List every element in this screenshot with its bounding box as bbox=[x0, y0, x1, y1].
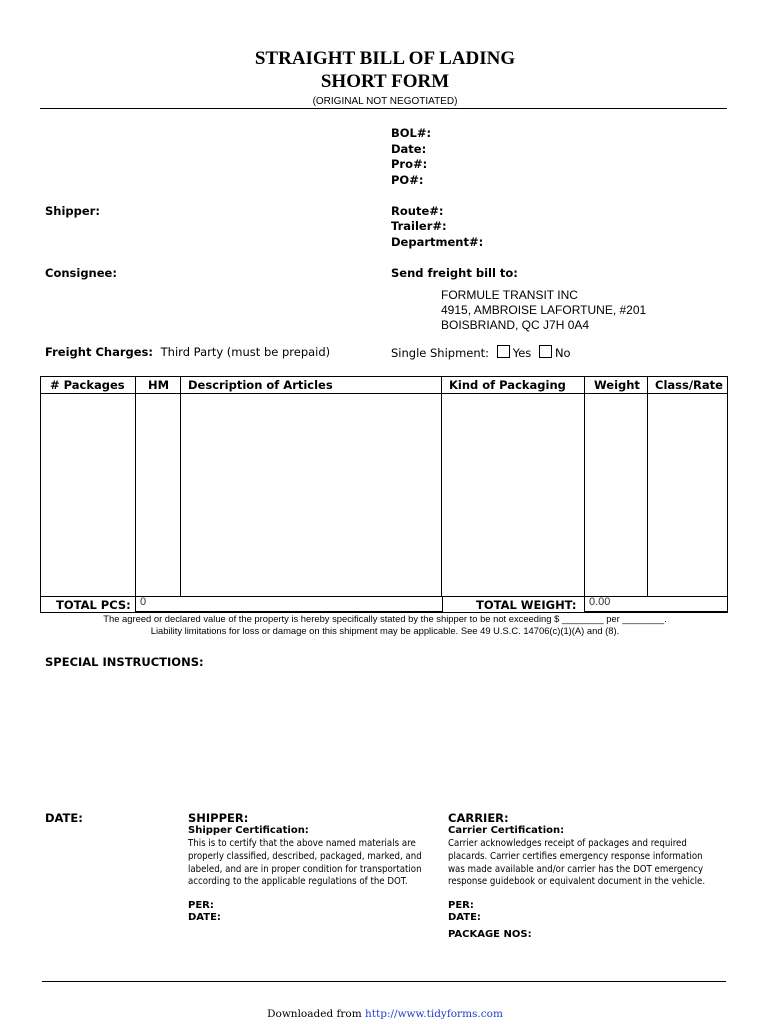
shipper-label: Shipper: bbox=[45, 204, 100, 218]
trailer-label: Trailer#: bbox=[391, 219, 447, 233]
single-shipment bbox=[391, 345, 571, 360]
no-label: No bbox=[554, 346, 571, 360]
single-shipment-label: Single Shipment: bbox=[391, 346, 490, 360]
form-title-line1: STRAIGHT BILL OF LADING bbox=[254, 48, 516, 69]
package-nos-label: PACKAGE NOS: bbox=[448, 929, 532, 940]
col-header-class-rate: Class/Rate bbox=[655, 378, 723, 392]
total-weight-value: 0.00 bbox=[589, 596, 611, 608]
bill-to-name: FORMULE TRANSIT INC bbox=[441, 288, 578, 302]
carrier-cert-line: Carrier acknowledges receipt of packages and required bbox=[448, 838, 687, 849]
col-header-hm: HM bbox=[148, 378, 170, 392]
carrier-per-label: PER: bbox=[448, 900, 474, 911]
col-divider-3 bbox=[441, 377, 442, 596]
table-header-divider bbox=[40, 393, 728, 394]
total-pcs-label: TOTAL PCS: bbox=[56, 598, 131, 612]
freight-charges-label: Freight Charges: bbox=[45, 345, 153, 359]
articles-table bbox=[40, 376, 728, 613]
bill-to-address: 4915, AMBROISE LAFORTUNE, #201 bbox=[441, 303, 647, 317]
col-divider-4 bbox=[584, 377, 585, 596]
footer-download-note bbox=[0, 1008, 770, 1020]
special-instructions-label: SPECIAL INSTRUCTIONS: bbox=[45, 655, 204, 669]
shipper-cert-line: This is to certify that the above named materials are bbox=[188, 838, 416, 849]
pro-label: Pro#: bbox=[391, 157, 428, 171]
col-divider-2 bbox=[180, 377, 181, 596]
yes-label: Yes bbox=[512, 346, 532, 360]
consignee-label: Consignee: bbox=[45, 266, 117, 280]
col-divider-1 bbox=[135, 377, 136, 596]
carrier-cert-line: response guidebook or equivalent document in the vehicle. bbox=[448, 876, 706, 888]
total-weight-label: TOTAL WEIGHT: bbox=[476, 598, 577, 612]
carrier-cert-text bbox=[448, 838, 705, 889]
no-checkbox[interactable] bbox=[539, 345, 552, 358]
po-label: PO#: bbox=[391, 173, 424, 187]
shipper-cert-line: properly classified, described, packaged, marked, and bbox=[188, 850, 422, 862]
shipper-cert-text bbox=[188, 838, 422, 889]
carrier-cert-line: placards. Carrier certifies emergency response information bbox=[448, 850, 703, 862]
title-divider bbox=[40, 108, 727, 109]
send-freight-bill-label: Send freight bill to: bbox=[391, 266, 518, 280]
carrier-date-label: DATE: bbox=[448, 912, 481, 923]
total-pcs-field[interactable] bbox=[135, 596, 443, 612]
form-title-line2: SHORT FORM bbox=[320, 71, 450, 92]
col-header-description: Description of Articles bbox=[188, 378, 333, 392]
total-pcs-value: 0 bbox=[140, 596, 147, 608]
shipper-cert-title: Shipper Certification: bbox=[188, 825, 309, 836]
carrier-heading: CARRIER: bbox=[448, 811, 509, 825]
form-subtitle: (ORIGINAL NOT NEGOTIATED) bbox=[312, 96, 458, 107]
col-header-kind-of-packaging: Kind of Packaging bbox=[449, 378, 566, 392]
shipper-date-label: DATE: bbox=[188, 912, 221, 923]
route-label: Route#: bbox=[391, 204, 444, 218]
footer-divider bbox=[42, 981, 726, 982]
shipper-heading: SHIPPER: bbox=[188, 811, 249, 825]
freight-charges-value: Third Party (must be prepaid) bbox=[160, 345, 331, 359]
department-label: Department#: bbox=[391, 235, 484, 249]
footer-prefix: Downloaded from bbox=[267, 1008, 366, 1020]
shipper-per-label: PER: bbox=[188, 900, 214, 911]
bill-to-city: BOISBRIAND, QC J7H 0A4 bbox=[441, 318, 590, 332]
shipper-cert-line: labeled, and are in proper condition for transportation bbox=[188, 863, 422, 875]
declared-value-notice: The agreed or declared value of the property is hereby specifically stated by the shipper to be not exceeding $ ________ per ________. bbox=[103, 613, 667, 624]
col-divider-5 bbox=[647, 377, 648, 596]
col-header-weight: Weight bbox=[594, 378, 640, 392]
yes-checkbox[interactable] bbox=[497, 345, 510, 358]
liability-notice: Liability limitations for loss or damage on this shipment may be applicable. See 49 U.S.C. 14706(c)(1)(A) and (8). bbox=[150, 625, 620, 636]
shipper-cert-line: according to the applicable regulations of the DOT. bbox=[188, 876, 408, 888]
carrier-cert-title: Carrier Certification: bbox=[448, 825, 565, 836]
footer-link[interactable]: http://www.tidyforms.com bbox=[365, 1008, 503, 1020]
freight-charges bbox=[45, 345, 330, 359]
signature-date-label: DATE: bbox=[45, 811, 83, 825]
col-header-packages: # Packages bbox=[50, 378, 125, 392]
bol-label: BOL#: bbox=[391, 126, 432, 140]
date-label: Date: bbox=[391, 142, 427, 156]
carrier-cert-line: was made available and/or carrier has the DOT emergency bbox=[448, 863, 704, 875]
